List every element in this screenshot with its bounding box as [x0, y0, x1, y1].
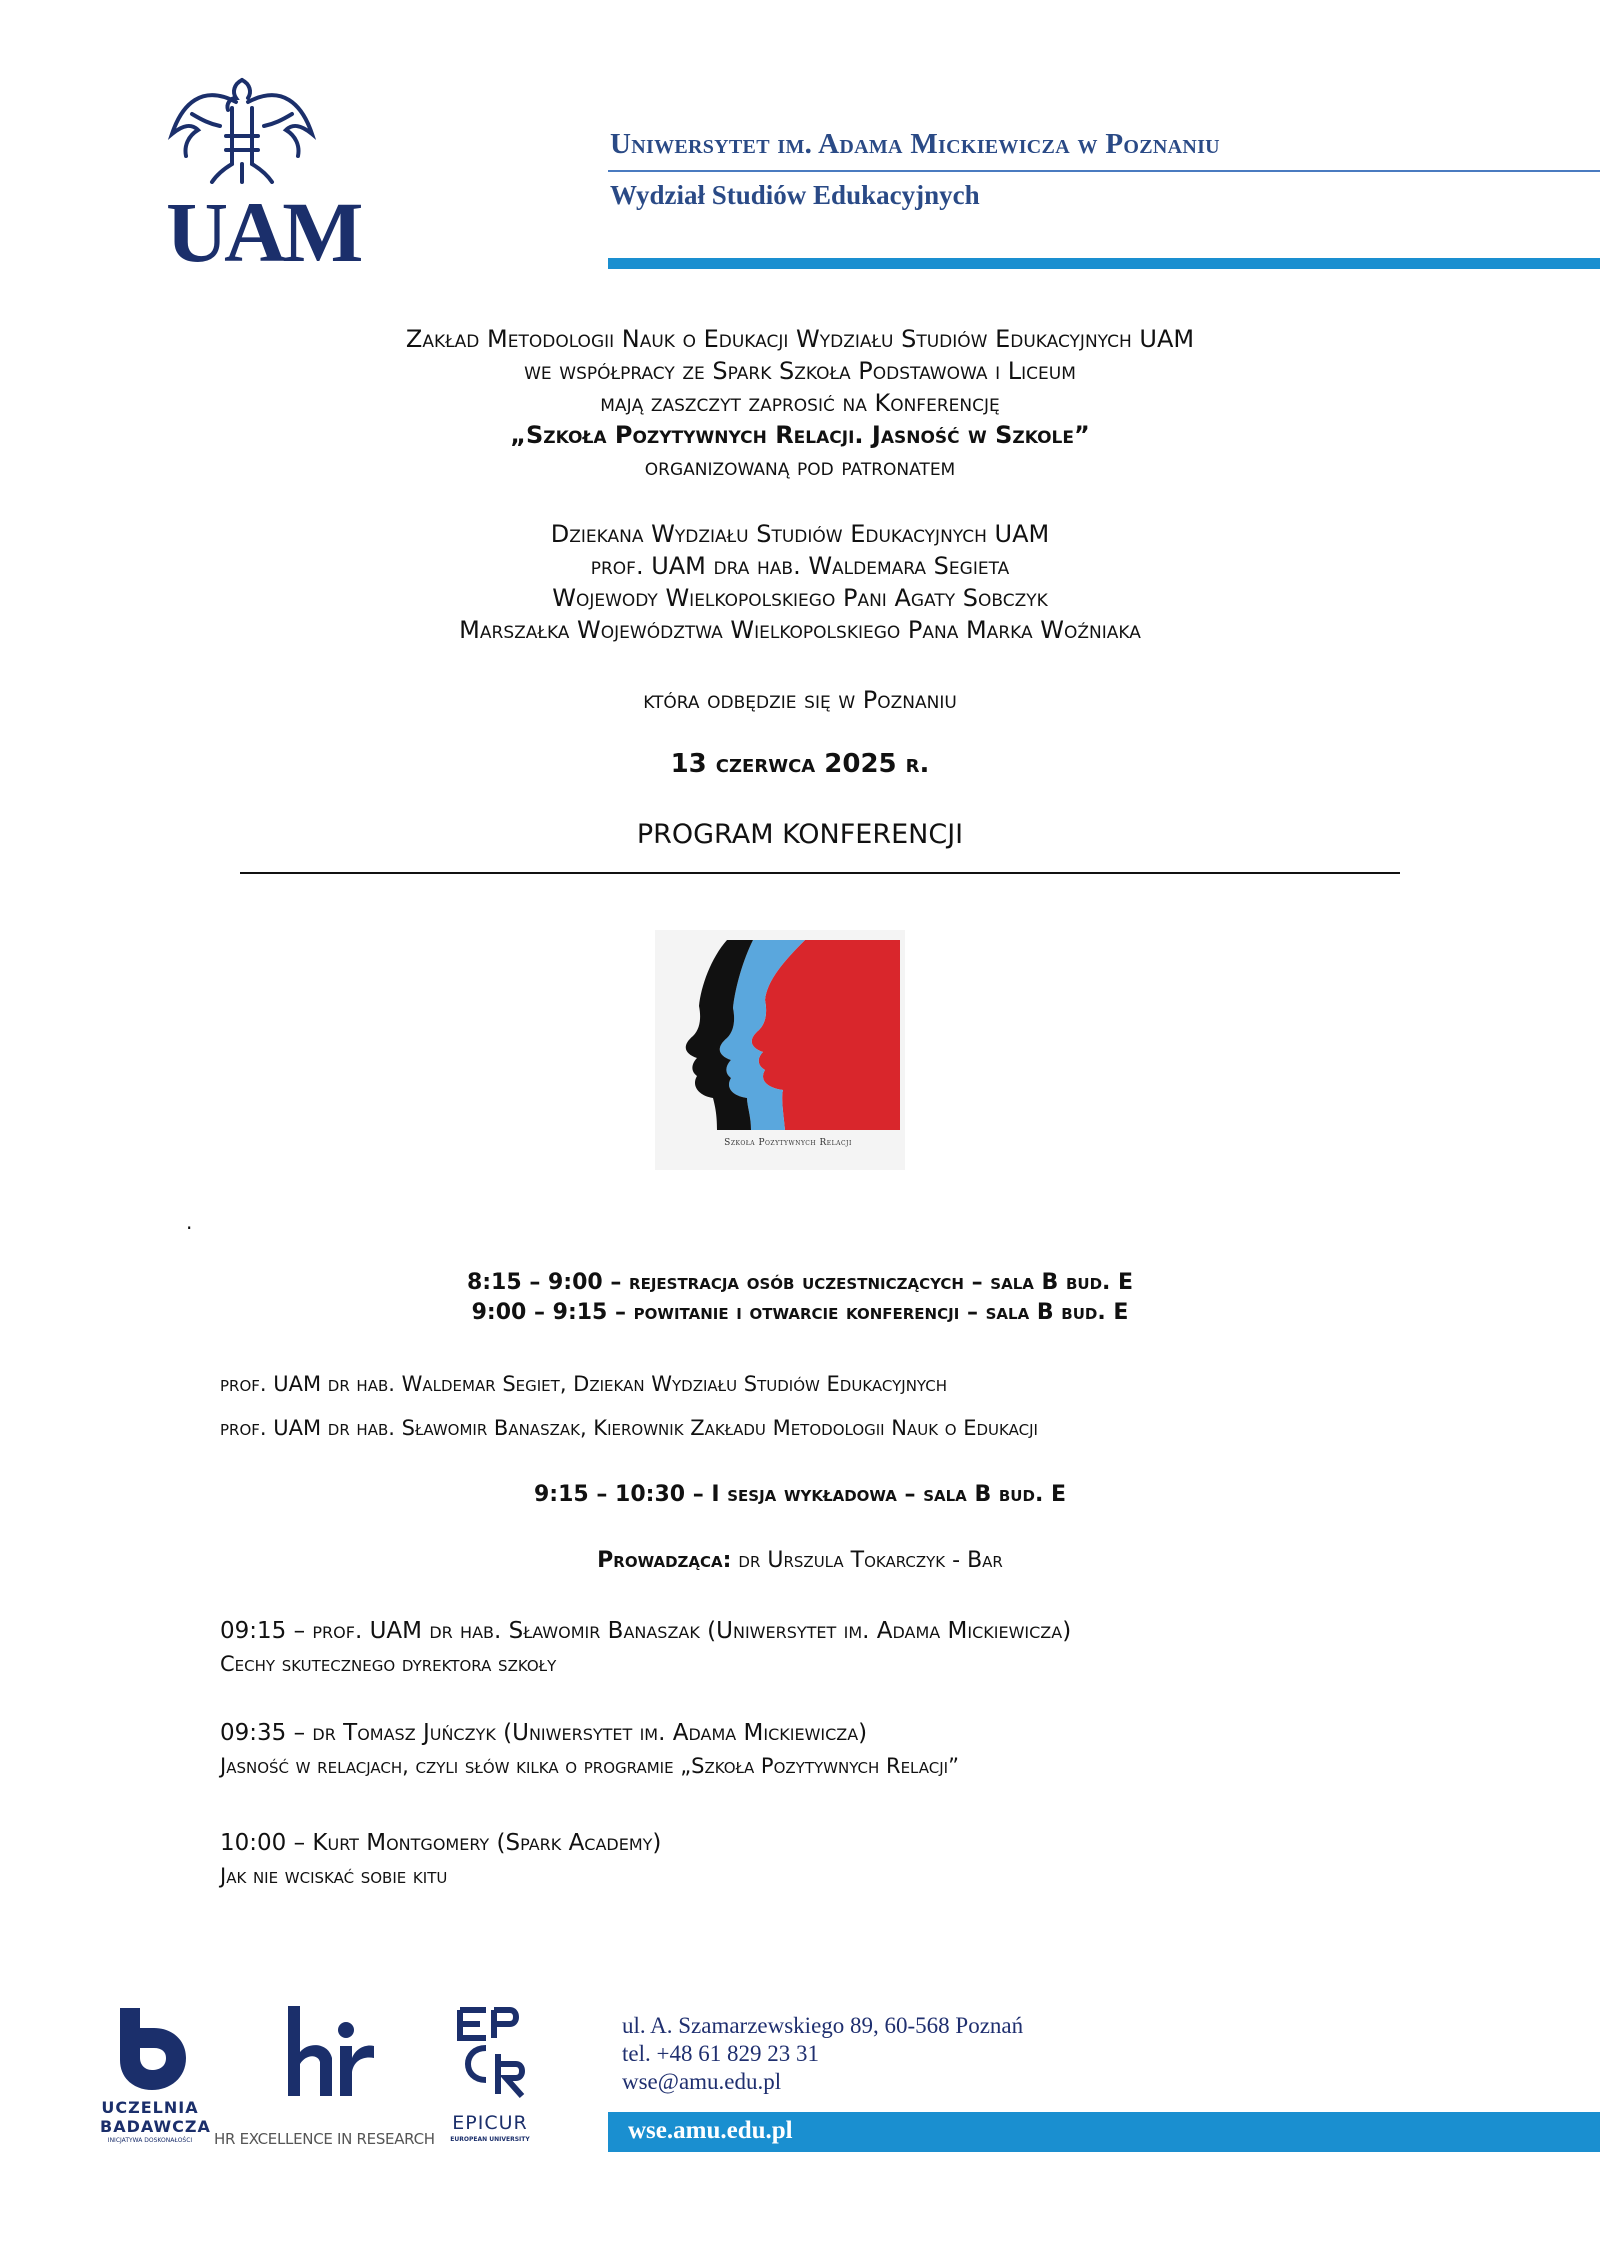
- schedule-opening: [200, 1268, 1400, 1328]
- registration-text: rejestracja osób uczestniczących – sala B bud. E: [621, 1270, 1134, 1295]
- patron-line: Wojewody Wielkopolskiego Pani Agaty Sobczyk: [552, 584, 1048, 612]
- session-text: I sesja wykładowa – sala B bud. E: [703, 1482, 1066, 1507]
- opening-time: 9:00 – 9:15 –: [471, 1300, 627, 1325]
- talk-item: [220, 1716, 1420, 1782]
- university-name: Uniwersytet im. Adama Mickiewicza w Poznaniu: [610, 128, 1220, 160]
- conference-date: 13 czerwca 2025 r.: [670, 749, 930, 779]
- epicur-text: EPICUR: [452, 2112, 528, 2134]
- session-heading: [200, 1480, 1400, 1510]
- moderator-row: [200, 1546, 1400, 1576]
- moderator-name: dr Urszula Tokarczyk - Bar: [731, 1548, 1003, 1573]
- program-heading-wrap: [200, 818, 1400, 852]
- talk-speaker: 10:00 – Kurt Montgomery (Spark Academy): [220, 1830, 662, 1856]
- phone-text: tel. +48 61 829 23 31: [622, 2041, 819, 2066]
- patron-line: Marszałka Województwa Wielkopolskiego Pana Marka Woźniaka: [459, 616, 1141, 644]
- opening-row: [200, 1298, 1400, 1328]
- talk-title: Jak nie wciskać sobie kitu: [220, 1864, 448, 1888]
- patron-line: Dziekana Wydziału Studiów Edukacyjnych UAM: [550, 520, 1050, 548]
- talk-speaker: 09:15 – prof. UAM dr hab. Sławomir Banaszak (Uniwersytet im. Adama Mickiewicza): [220, 1618, 1072, 1644]
- patron-line: prof. UAM dra hab. Waldemara Segieta: [590, 552, 1010, 580]
- session-row: [200, 1480, 1400, 1510]
- registration-row: [200, 1268, 1400, 1298]
- patrons-block: [200, 518, 1400, 646]
- welcome-speakers: [220, 1362, 1420, 1450]
- uczelnia-line3: INICJATYWA DOSKONAŁOŚCI: [107, 2137, 193, 2144]
- welcome-speaker: prof. UAM dr hab. Waldemar Segiet, Dziekan Wydziału Studiów Edukacyjnych: [220, 1372, 948, 1396]
- talk-item: [220, 1614, 1420, 1680]
- invitation-block: [200, 323, 1400, 483]
- header-divider: [608, 170, 1600, 172]
- moderator-label: Prowadząca:: [597, 1548, 732, 1573]
- place-text: która odbędzie się w Poznaniu: [643, 686, 957, 714]
- hr-excellence-icon: [280, 2006, 380, 2106]
- email-link[interactable]: wse@amu.edu.pl: [622, 2069, 782, 2094]
- conference-title: „Szkoła Pozytywnych Relacji. Jasność w Szkole”: [510, 421, 1090, 449]
- invitation-line: we współpracy ze Spark Szkoła Podstawowa i Liceum: [524, 357, 1076, 385]
- faculty-name: Wydział Studiów Edukacyjnych: [610, 180, 980, 210]
- invitation-line: mają zaszczyt zaprosić na Konferencję: [600, 389, 1000, 417]
- header-accent-bar: [608, 258, 1600, 269]
- invitation-line: Zakład Metodologii Nauk o Edukacji Wydziału Studiów Edukacyjnych UAM: [405, 325, 1195, 353]
- registration-time: 8:15 – 9:00 –: [466, 1270, 622, 1295]
- conference-logo: [655, 930, 905, 1170]
- date-line: [200, 748, 1400, 780]
- venue-line: [200, 684, 1400, 716]
- moderator-line: [200, 1546, 1400, 1576]
- stray-mark: .: [186, 1210, 193, 1234]
- logo-text: UAM: [166, 184, 360, 280]
- epicur-icon: [446, 2004, 536, 2104]
- opening-text: powitanie i otwarcie konferencji – sala B bud. E: [626, 1300, 1129, 1325]
- contact-info: [622, 2012, 1023, 2096]
- program-divider: [240, 872, 1400, 874]
- footer-logos: [100, 2000, 550, 2160]
- session-time: 9:15 – 10:30 –: [534, 1482, 704, 1507]
- address-text: ul. A. Szamarzewskiego 89, 60-568 Poznań: [622, 2013, 1024, 2038]
- welcome-speaker: prof. UAM dr hab. Sławomir Banaszak, Kierownik Zakładu Metodologii Nauk o Edukacji: [220, 1416, 1038, 1440]
- uczelnia-badawcza-icon: [106, 2000, 196, 2100]
- epicur-sub: EUROPEAN UNIVERSITY: [450, 2136, 530, 2143]
- talk-speaker: 09:35 – dr Tomasz Juńczyk (Uniwersytet im. Adama Mickiewicza): [220, 1720, 868, 1746]
- website-link[interactable]: wse.amu.edu.pl: [628, 2117, 793, 2144]
- invitation-line: organizowaną pod patronatem: [644, 453, 956, 481]
- talk-title: Jasność w relacjach, czyli słów kilka o programie „Szkoła Pozytywnych Relacji”: [220, 1754, 959, 1778]
- program-heading: PROGRAM KONFERENCJI: [636, 819, 964, 850]
- uczelnia-line2: BADAWCZA: [100, 2117, 211, 2136]
- uam-logo: [162, 74, 360, 280]
- conference-logo-caption: Szkoła Pozytywnych Relacji: [724, 1138, 852, 1148]
- eagle-crest-icon: [162, 74, 322, 184]
- talk-item: [220, 1826, 1420, 1892]
- hr-excellence-text: HR EXCELLENCE IN RESEARCH: [214, 2130, 435, 2148]
- talk-title: Cechy skutecznego dyrektora szkoły: [220, 1652, 557, 1676]
- three-faces-profile-icon: [655, 930, 905, 1170]
- uczelnia-line1: UCZELNIA: [101, 2098, 199, 2117]
